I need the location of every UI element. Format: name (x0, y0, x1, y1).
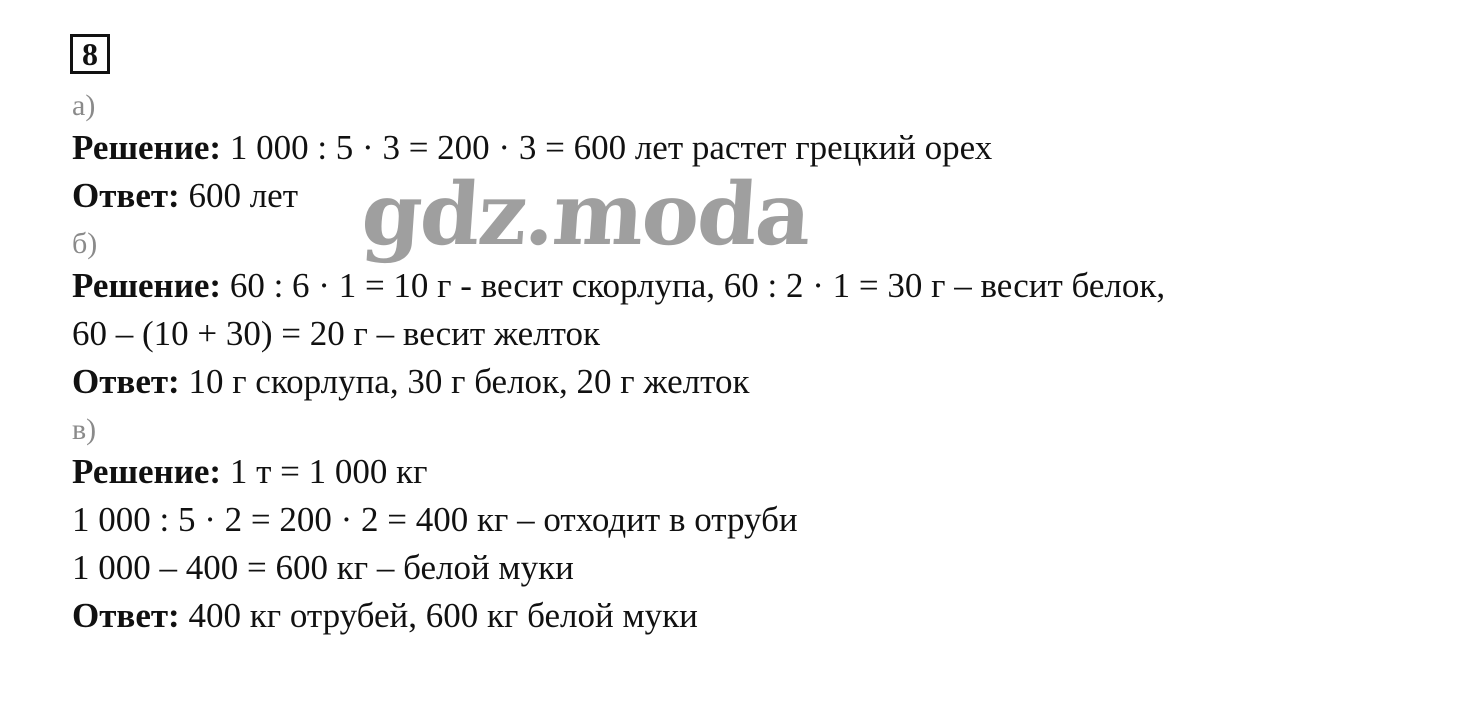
solution-text: 1 000 : 5 · 2 = 200 · 2 = 400 кг – отходит в отруби (72, 500, 798, 539)
part-c-answer-line (72, 596, 698, 636)
solution-keyword: Решение: (72, 452, 222, 491)
part-a-answer-line (72, 176, 298, 216)
answer-text: 10 г скорлупа, 30 г белок, 20 г желток (179, 362, 750, 401)
answer-keyword: Ответ: (72, 596, 180, 635)
solution-keyword: Решение: (72, 266, 222, 305)
solution-keyword: Решение: (72, 128, 222, 167)
solution-text: 1 000 – 400 = 600 кг – белой муки (72, 548, 574, 587)
part-c-label: в) (72, 413, 97, 446)
part-a-label: а) (72, 89, 96, 122)
part-c-calculation-line (72, 500, 798, 540)
part-c-calculation-line (72, 548, 574, 588)
part-c-solution-line (72, 452, 427, 492)
part-b-label: б) (72, 227, 98, 260)
part-b-solution-continued-line (72, 314, 600, 354)
answer-keyword: Ответ: (72, 362, 180, 401)
solution-text: 1 000 : 5 · 3 = 200 · 3 = 600 лет растет грецкий орех (221, 128, 993, 167)
task-number-badge: 8 (70, 34, 110, 74)
part-a-solution-line (72, 128, 992, 168)
solution-text: 60 : 6 · 1 = 10 г - весит скорлупа, 60 : 2 · 1 = 30 г – весит белок, (221, 266, 1166, 305)
answer-text: 600 лет (179, 176, 298, 215)
watermark-logo: gdz.moda (358, 164, 813, 265)
part-b-solution-line (72, 266, 1165, 306)
solution-text: 1 т = 1 000 кг (221, 452, 428, 491)
answer-text: 400 кг отрубей, 600 кг белой муки (179, 596, 698, 635)
part-b-answer-line (72, 362, 749, 402)
answer-keyword: Ответ: (72, 176, 180, 215)
solution-text: 60 – (10 + 30) = 20 г – весит желток (72, 314, 600, 353)
